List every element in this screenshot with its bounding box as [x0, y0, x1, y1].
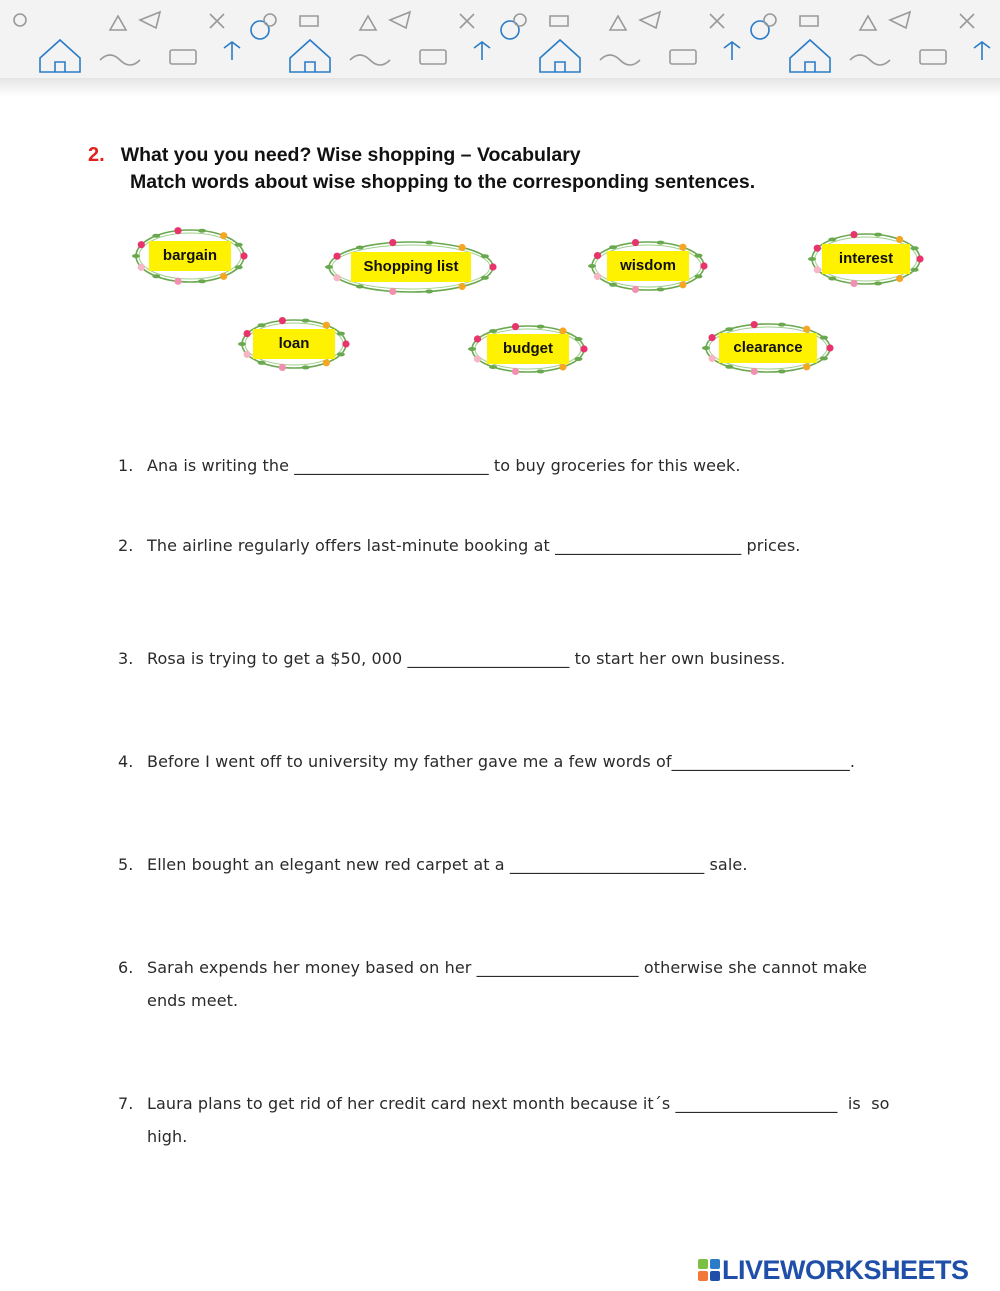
question-text: high.: [147, 1127, 188, 1146]
question-item: [118, 855, 938, 888]
banner-shadow: [0, 78, 1000, 96]
question-number: 3.: [118, 649, 134, 668]
word-bank-label: interest: [822, 244, 910, 274]
question-text: Laura plans to get rid of her credit card next month because it´s ____________________ is so: [147, 1094, 890, 1113]
word-bank-item[interactable]: [466, 320, 590, 378]
logo-text: LIVEWORKSHEETS: [722, 1255, 969, 1285]
question-item: [118, 649, 938, 682]
question-number: 6.: [118, 958, 134, 977]
question-number: 4.: [118, 752, 134, 771]
question-text: Ana is writing the ________________________ to buy groceries for this week.: [147, 456, 741, 475]
question-item: [118, 456, 938, 489]
exercise-title: What you you need? Wise shopping – Vocabulary: [120, 144, 581, 166]
word-bank-item[interactable]: [700, 318, 836, 378]
doodle-pattern-icon: [0, 0, 1000, 78]
question-number: 7.: [118, 1094, 134, 1113]
word-bank-item[interactable]: [236, 314, 352, 374]
question-text: Sarah expends her money based on her ____________________ otherwise she cannot make: [147, 958, 868, 977]
word-bank-item[interactable]: [586, 236, 710, 296]
word-bank-label: clearance: [719, 333, 817, 363]
question-number: 1.: [118, 456, 134, 475]
question-item: [118, 958, 938, 1024]
word-bank-item[interactable]: [130, 224, 250, 288]
question-number: 2.: [118, 536, 134, 555]
word-bank-label: bargain: [149, 241, 231, 271]
word-bank-label: loan: [253, 329, 335, 359]
word-bank-label: wisdom: [607, 251, 689, 281]
question-item: [118, 1094, 938, 1160]
question-text: ends meet.: [147, 991, 239, 1010]
word-bank-item[interactable]: [806, 228, 926, 290]
question-number: 5.: [118, 855, 134, 874]
decorative-banner: [0, 0, 1000, 78]
question-text: Ellen bought an elegant new red carpet at a ________________________ sale.: [147, 855, 748, 874]
word-bank-label: budget: [487, 334, 569, 364]
question-item: [118, 536, 938, 569]
question-text: Before I went off to university my father gave me a few words of______________________.: [147, 752, 856, 771]
question-text: The airline regularly offers last-minute booking at _______________________ prices.: [147, 536, 801, 555]
logo-blocks-icon: [698, 1259, 720, 1281]
word-bank-item[interactable]: [323, 236, 499, 298]
exercise-instruction: Match words about wise shopping to the corresponding sentences.: [130, 171, 756, 193]
question-text: Rosa is trying to get a $50, 000 ____________________ to start her own business.: [147, 649, 786, 668]
question-item: [118, 752, 938, 785]
word-bank-label: Shopping list: [351, 252, 471, 282]
exercise-heading: [88, 144, 581, 167]
exercise-number: 2.: [88, 144, 105, 166]
